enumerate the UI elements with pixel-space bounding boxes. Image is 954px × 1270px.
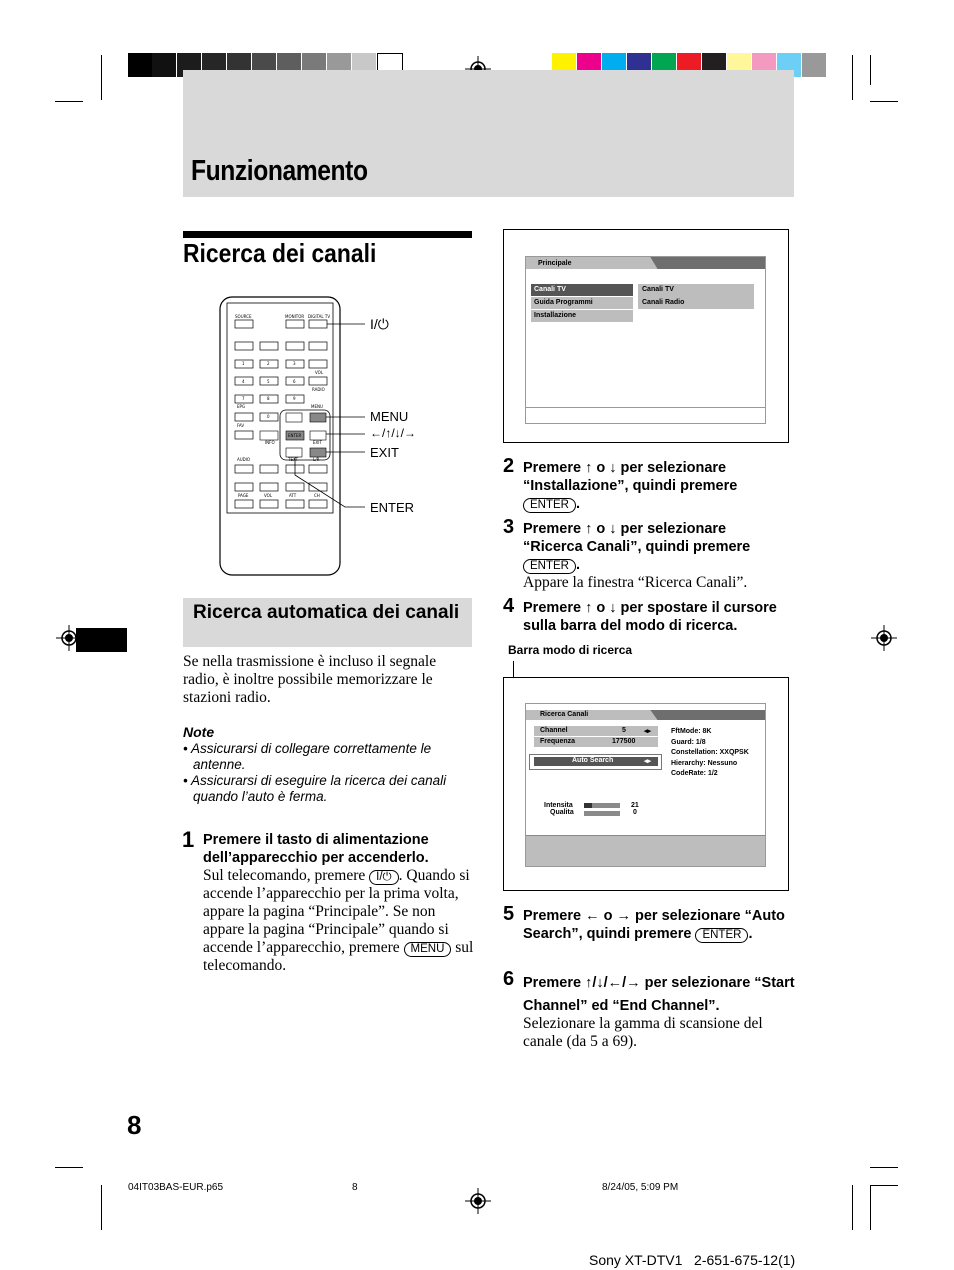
info-line: Guard: 1/8 — [671, 738, 706, 746]
footer-page: 8 — [352, 1182, 358, 1193]
svg-text:2: 2 — [267, 361, 270, 366]
svg-text:7: 7 — [242, 396, 245, 401]
svg-text:CH: CH — [314, 493, 320, 498]
step-number: 3 — [503, 516, 515, 538]
step-5-text: Premere ← o → per selezionare “Auto Search”, quindi premere — [523, 908, 785, 942]
power-key: I/⏻ — [369, 870, 399, 885]
svg-text:1: 1 — [242, 361, 245, 366]
quality-value: 0 — [633, 809, 637, 816]
svg-text:TEXT: TEXT — [288, 457, 299, 462]
svg-text:9: 9 — [293, 396, 296, 401]
crop-mark — [55, 101, 83, 102]
note-title: Note — [183, 724, 215, 740]
step-number: 5 — [503, 903, 515, 925]
intensity-value: 21 — [631, 802, 639, 809]
enter-key: ENTER — [523, 498, 576, 513]
svg-text:ATT: ATT — [289, 493, 297, 498]
screen-title: Ricerca Canali — [540, 711, 589, 718]
section-rule — [183, 231, 472, 238]
enter-key: ENTER — [695, 928, 748, 943]
screen-title: Principale — [538, 260, 572, 267]
svg-text:EXIT: EXIT — [313, 440, 322, 445]
crop-mark — [55, 1167, 83, 1168]
svg-text:5: 5 — [267, 379, 270, 384]
crop-mark — [870, 1185, 871, 1230]
search-bar-callout: Barra modo di ricerca — [508, 643, 633, 657]
svg-text:SOURCE: SOURCE — [235, 314, 252, 319]
step-3-text: Premere ↑ o ↓ per selezionare “Ricerca Canali”, quindi premere — [523, 521, 751, 555]
svg-text:3: 3 — [293, 361, 296, 366]
note-list: • Assicurarsi di collegare correttamente le antenne. • Assicurarsi di eseguire la ricerca dei canali quando l’auto è ferma. — [183, 741, 447, 804]
info-line: Hierarchy: Nessuno — [671, 759, 738, 767]
step-1-text: sul telecomando. — [203, 939, 474, 974]
quality-meter — [584, 811, 620, 816]
screen-ricerca-inner — [525, 703, 766, 867]
svg-text:6: 6 — [293, 379, 296, 384]
svg-text:AUDIO: AUDIO — [237, 457, 251, 462]
page-tab — [76, 628, 127, 652]
arrow-lr-icon: ◂▸ — [644, 728, 652, 735]
crop-mark — [870, 101, 898, 102]
step-2 — [523, 459, 778, 513]
intro-paragraph: Se nella trasmissione è incluso il segnale radio, è inoltre possibile memorizzare le stazioni radio. — [183, 653, 437, 706]
crop-mark — [870, 1185, 898, 1186]
screen-ricerca-canali — [503, 677, 789, 891]
quality-label: Qualita — [550, 809, 574, 816]
svg-text:0: 0 — [267, 414, 270, 419]
step-5-text: . — [748, 926, 753, 942]
power-callout: I/⏻ — [370, 316, 389, 332]
menu-key: MENU — [404, 942, 452, 957]
footer-model: Sony XT-DTV1 2-651-675-12(1) — [589, 1252, 796, 1268]
frequency-label: Frequenza — [540, 738, 576, 745]
info-line: CodeRate: 1/2 — [671, 770, 718, 777]
screen-divider — [526, 407, 765, 408]
enter-key: ENTER — [523, 559, 576, 574]
step-4-text: Premere ↑ o ↓ per spostare il cursore sulla barra del modo di ricerca. — [523, 600, 777, 634]
crop-mark — [870, 55, 871, 85]
section-title: Ricerca dei canali — [183, 238, 377, 268]
info-line: FftMode: 8K — [671, 728, 712, 735]
svg-text:RADIO: RADIO — [312, 387, 325, 392]
svg-text:FAV: FAV — [237, 423, 245, 428]
svg-text:VOL: VOL — [315, 370, 324, 375]
exit-callout: EXIT — [370, 445, 399, 460]
submenu-item: Canali TV — [642, 286, 674, 293]
step-number: 2 — [503, 455, 515, 477]
step-3-note: Appare la finestra “Ricerca Canali”. — [523, 574, 748, 591]
menu-callout: MENU — [370, 409, 409, 424]
step-6-text: Premere ↑/↓/←/→ per selezionare “Start Channel” ed “End Channel”. — [523, 975, 795, 1014]
note-item: Assicurarsi di collegare correttamente le antenne. — [190, 741, 432, 772]
screen-principale — [503, 229, 789, 443]
enter-callout: ENTER — [370, 500, 415, 515]
channel-value: 5 — [622, 727, 626, 734]
step-3 — [523, 520, 778, 574]
intensity-label: Intensita — [544, 802, 573, 809]
crop-mark — [870, 1167, 898, 1168]
info-line: Constellation: XXQPSK — [671, 749, 749, 756]
page-number: 8 — [127, 1110, 142, 1140]
crop-mark — [852, 1185, 853, 1230]
subsection-title: Ricerca automatica dei canali — [193, 602, 460, 623]
svg-text:PAGE: PAGE — [238, 493, 249, 498]
svg-text:INFO: INFO — [265, 440, 275, 445]
tuner-info — [671, 727, 749, 780]
svg-text:EPG: EPG — [237, 404, 246, 409]
crop-mark — [101, 1185, 102, 1230]
arrows-callout: ←/↑/↓/→ — [370, 426, 417, 440]
step-1-text: Sul telecomando, premere — [203, 867, 366, 884]
step-2-text: Premere ↑ o ↓ per selezionare “Installazione”, quindi premere — [523, 460, 738, 494]
svg-text:MONITOR: MONITOR — [285, 314, 305, 319]
step-6-note: Selezionare la gamma di scansione del canale (da 5 a 69). — [523, 1015, 763, 1050]
search-mode-label: Auto Search — [572, 757, 614, 764]
step-1-body — [203, 867, 475, 975]
svg-text:VOL: VOL — [264, 493, 273, 498]
note-item: Assicurarsi di eseguire la ricerca dei canali quando l’auto è ferma. — [190, 773, 447, 804]
svg-text:L/R: L/R — [313, 457, 320, 462]
step-number: 1 — [182, 827, 195, 852]
chapter-title: Funzionamento — [191, 155, 368, 187]
step-2-text: . — [575, 496, 581, 512]
crop-mark — [101, 55, 102, 100]
footer-date: 8/24/05, 5:09 PM — [602, 1182, 679, 1193]
frequency-value: 177500 — [612, 738, 636, 745]
menu-item: Installazione — [534, 312, 577, 319]
step-1 — [203, 831, 475, 975]
submenu-item: Canali Radio — [642, 299, 685, 306]
arrow-lr-icon: ◂▸ — [644, 758, 652, 765]
step-3-text: . — [575, 557, 581, 573]
step-1-text: . Quando si accende l’apparecchio per la prima volta, appare la pagina “Principale”. Se non appare la pagina “Principale” quando si accende l’apparecchio, premere — [203, 867, 470, 956]
screen-status-area — [526, 835, 765, 866]
step-1-title: Premere il tasto di alimentazione dell’apparecchio per accenderlo. — [203, 832, 429, 866]
svg-text:4: 4 — [242, 379, 245, 384]
menu-item: Canali TV — [534, 286, 566, 293]
svg-text:MENU: MENU — [311, 404, 323, 409]
step-5 — [523, 907, 785, 943]
screen-principale-inner — [525, 256, 766, 424]
menu-item: Guida Programmi — [534, 299, 593, 306]
registration-mark — [465, 1188, 491, 1214]
intensity-meter — [584, 803, 620, 808]
svg-text:ENTER: ENTER — [288, 433, 302, 438]
footer-file: 04IT03BAS-EUR.p65 — [128, 1182, 224, 1193]
crop-mark — [852, 55, 853, 100]
channel-label: Channel — [540, 727, 568, 734]
step-number: 6 — [503, 968, 515, 990]
step-number: 4 — [503, 595, 515, 617]
svg-text:8: 8 — [267, 396, 270, 401]
svg-text:DIGITAL TV: DIGITAL TV — [308, 314, 331, 319]
registration-mark — [871, 625, 897, 651]
